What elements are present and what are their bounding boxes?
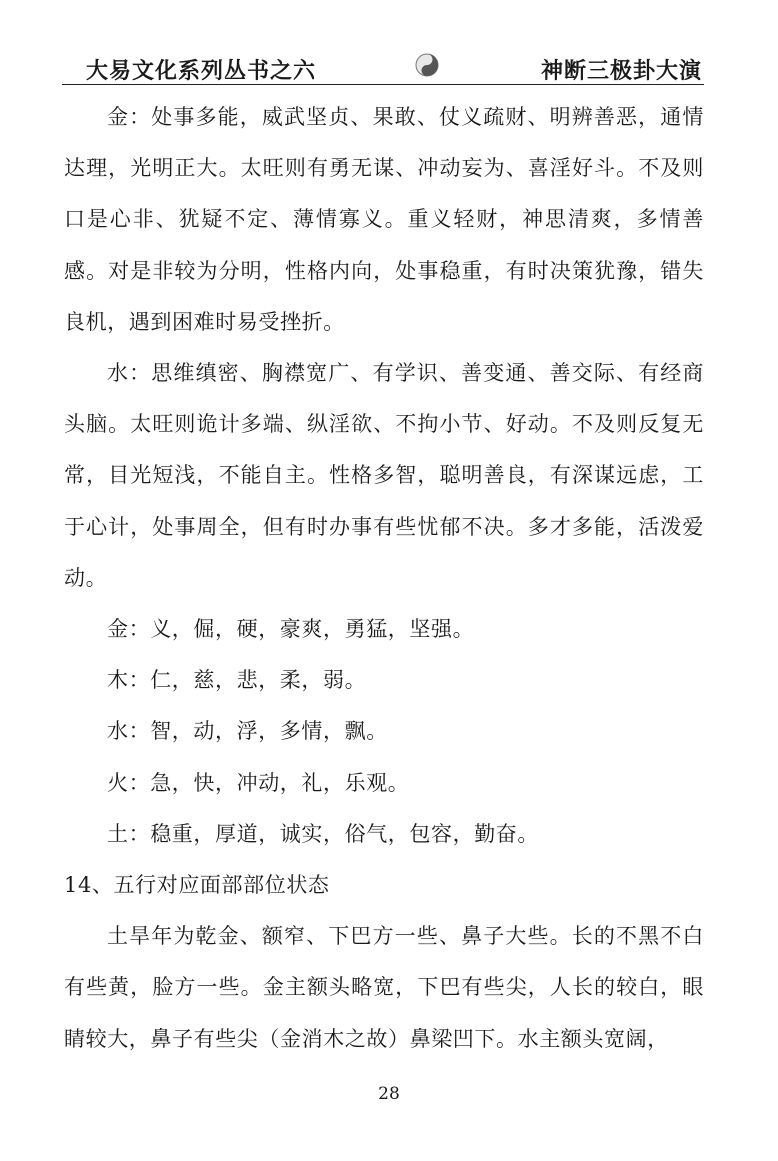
page-header xyxy=(62,48,704,86)
paragraph-metal: 金：处事多能，威武坚贞、果敢、仗义疏财、明辨善恶，通情达理，光明正大。太旺则有勇无谋、冲动妄为、喜淫好斗。不及则口是心非、犹疑不定、薄情寡义。重义轻财，神思清爽，多情善感。对是非较为分明，性格内向，处事稳重，有时决策犹豫，错失良机，遇到困难时易受挫折。 xyxy=(64,105,704,334)
paragraph-water: 水：思维缜密、胸襟宽广、有学识、善变通、善交际、有经商头脑。太旺则诡计多端、纵淫欲、不拘小节、好动。不及则反复无常，目光短浅，不能自主。性格多智，聪明善良，有深谋远虑，工于心计，处事周全，但有时办事有些忧郁不决。多才多能，活泼爱动。 xyxy=(64,361,704,590)
list-item: 木：仁，慈，悲，柔，弱。 xyxy=(107,668,367,693)
yin-yang-icon xyxy=(415,53,439,77)
paragraph-face: 土旱年为乾金、额窄、下巴方一些、鼻子大些。长的不黑不白有些黄，脸方一些。金主额头略宽，下巴有些尖，人长的较白，眼睛较大，鼻子有些尖（金消木之故）鼻梁凹下。水主额头宽阔， xyxy=(64,924,704,1051)
header-divider xyxy=(62,84,704,85)
list-item: 火：急，快，冲动，礼，乐观。 xyxy=(107,770,410,795)
list-item: 水：智，动，浮，多情，飘。 xyxy=(107,719,388,744)
page-number: 28 xyxy=(378,1084,400,1104)
list-item: 土：稳重，厚道，诚实，俗气，包容，勤奋。 xyxy=(107,821,539,846)
page-body xyxy=(64,92,704,1065)
section-heading: 14、五行对应面部部位状态 xyxy=(64,873,330,898)
list-item: 金：义，倔，硬，豪爽，勇猛，坚强。 xyxy=(107,617,475,642)
series-title: 大易文化系列丛书之六 xyxy=(86,59,317,84)
book-title: 神断三极卦大演 xyxy=(540,59,702,84)
